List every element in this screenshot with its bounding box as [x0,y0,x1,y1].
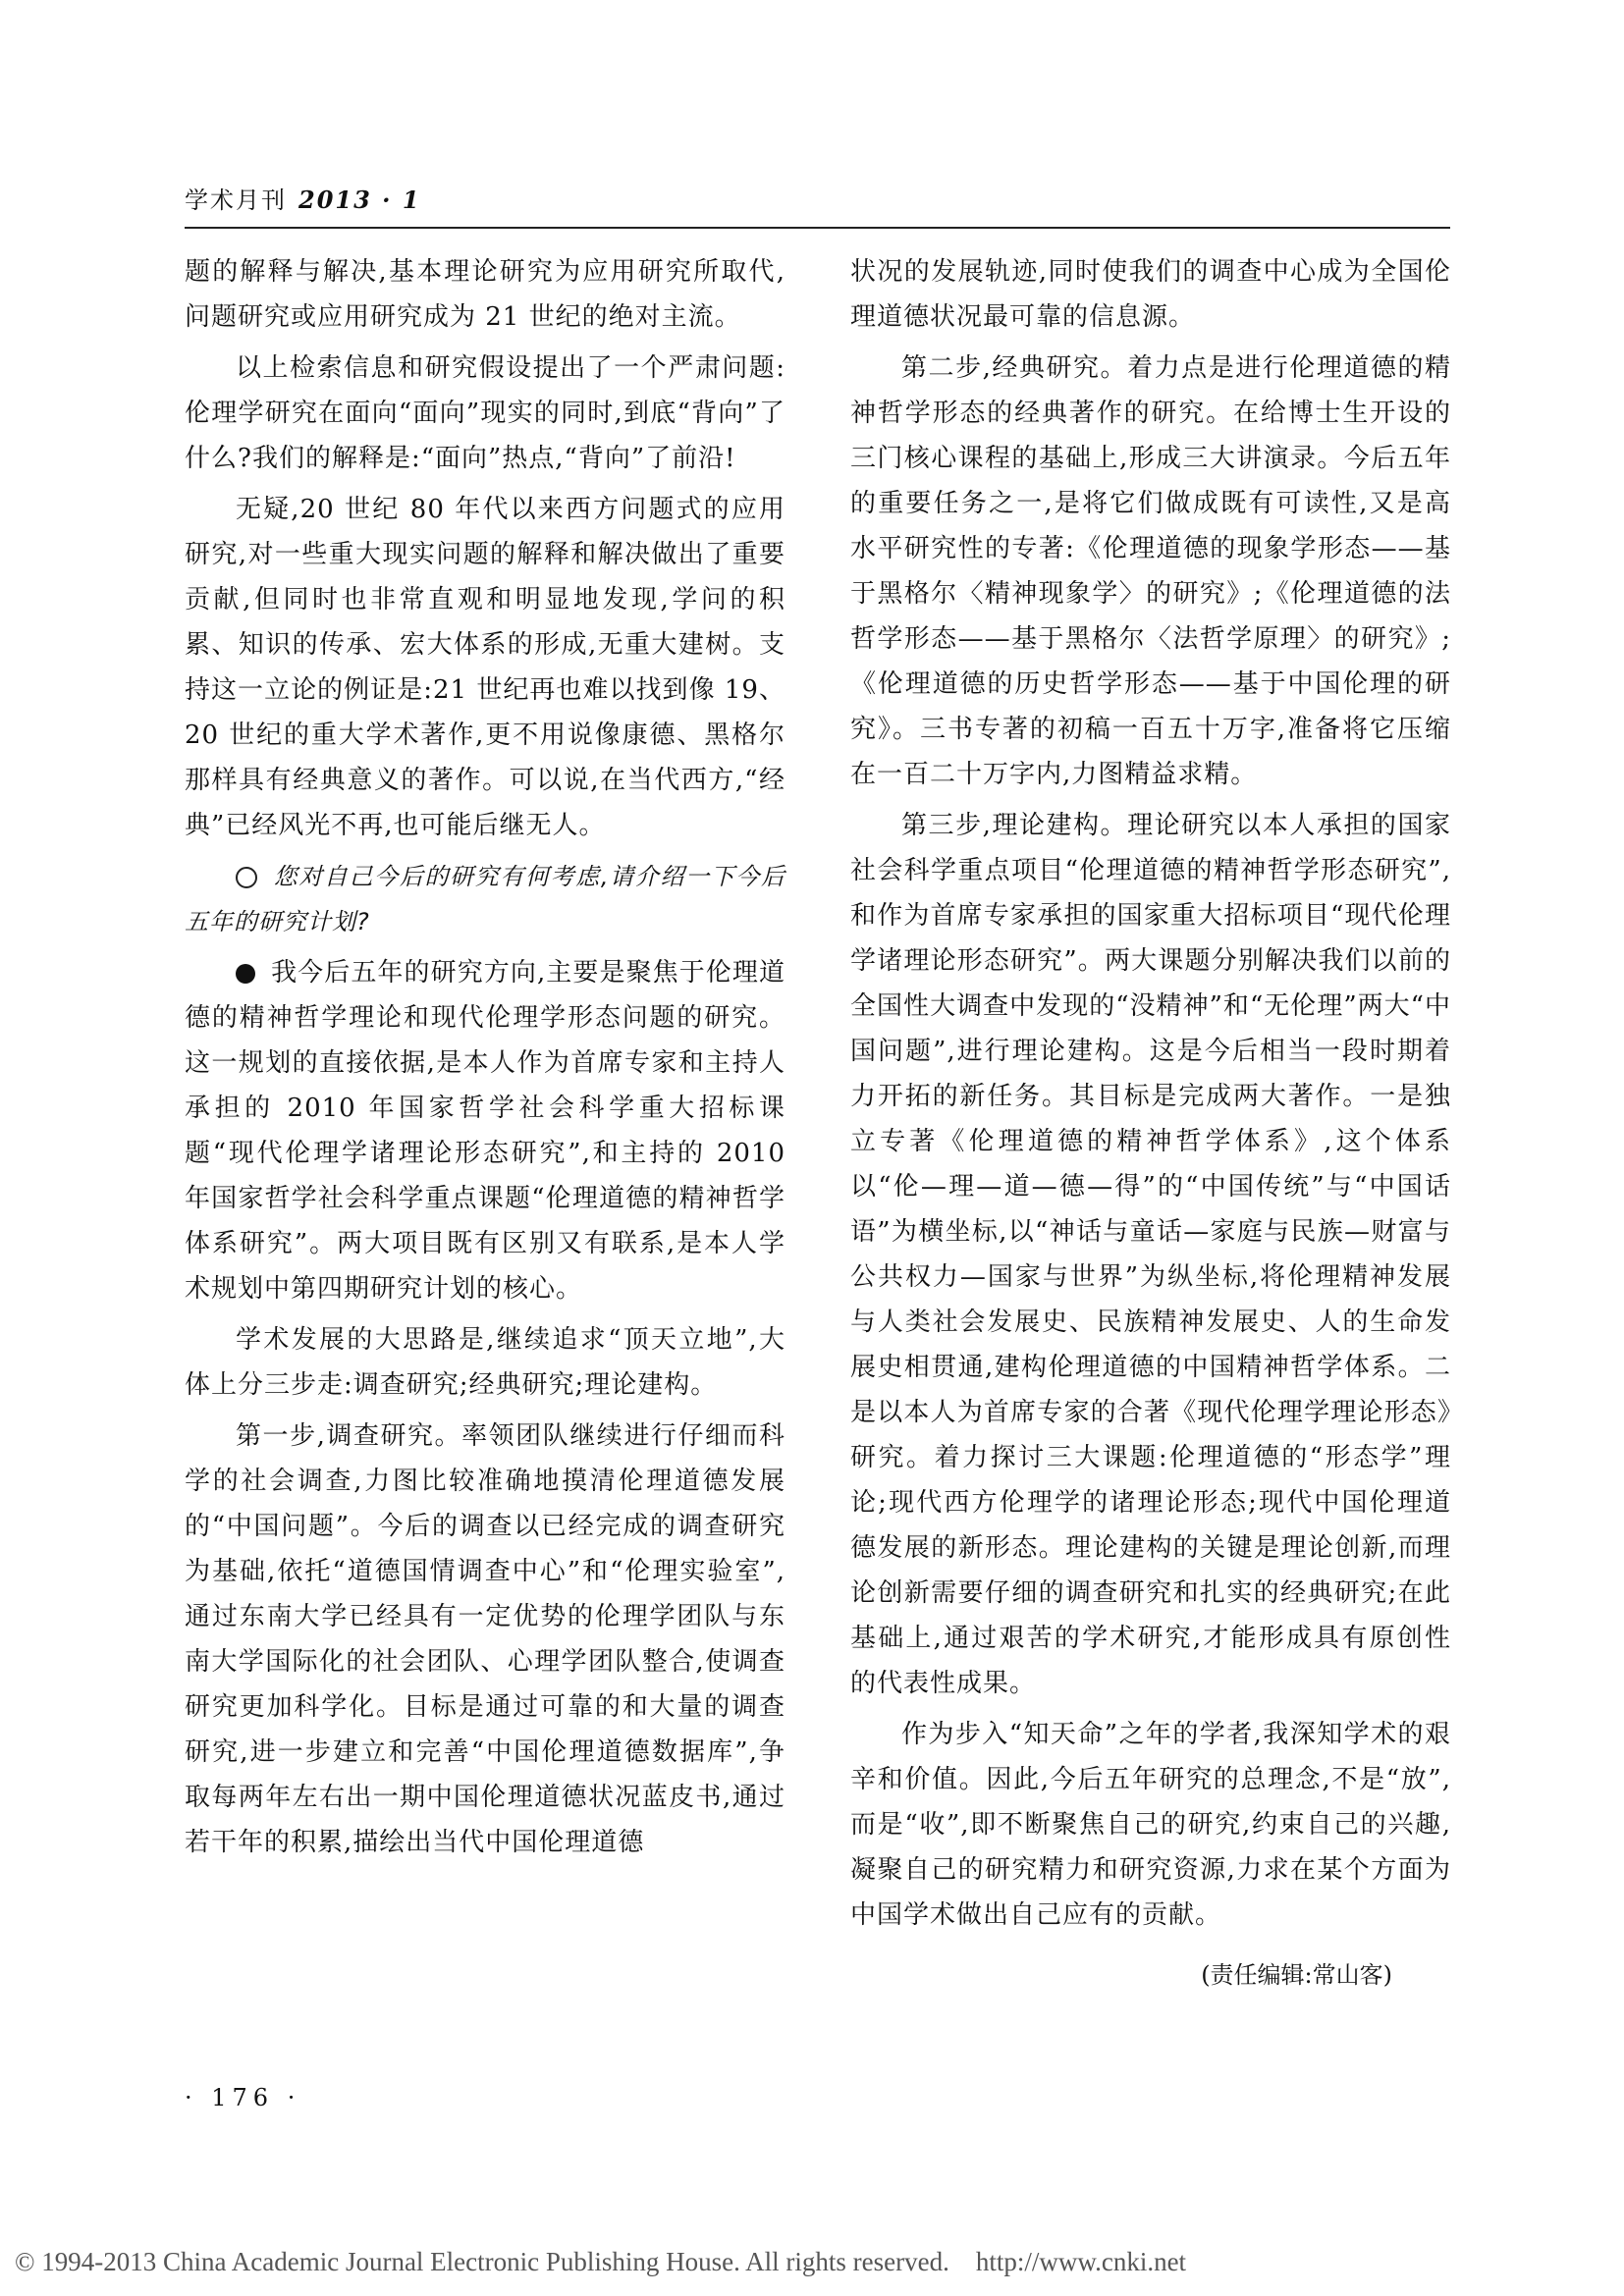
interview-question [185,854,785,944]
left-column [185,249,785,1871]
editor-credit: (责任编辑:常山客) [1201,1961,1392,1989]
paragraph: 学术发展的大思路是,继续追求“顶天立地”,大体上分三步走:调查研究;经典研究;理论建构。 [185,1325,785,1400]
page-number: · 176 · [185,2084,301,2111]
paragraph: 第一步,调查研究。率领团队继续进行仔细而科学的社会调查,力图比较准确地摸清伦理道德发展的“中国问题”。今后的调查以已经完成的调查研究为基础,依托“道德国情调查中心”和“伦理实验室”,通过东南大学已经具有一定优势的伦理学团队与东南大学国际化的社会团队、心理学团队整合,使调查研究更加科学化。目标是通过可靠的和大量的调查研究,进一步建立和完善“中国伦理道德数据库”,争取每两年左右出一期中国伦理道德状况蓝皮书,通过若干年的积累,描绘出当代中国伦理道德 [185,1421,785,1857]
journal-volume: 2013 · 1 [298,186,421,214]
right-column [850,249,1451,1995]
copyright-footer: © 1994-2013 China Academic Journal Electronic Publishing House. All rights reserved. http://www.cnki.net [15,2247,1187,2276]
journal-name: 学术月刊 [185,187,287,214]
filled-circle-icon [236,964,255,984]
interview-answer [185,950,785,1311]
paragraph: 状况的发展轨迹,同时使我们的调查中心成为全国伦理道德状况最可靠的信息源。 [850,257,1451,332]
paragraph: 作为步入“知天命”之年的学者,我深知学术的艰辛和价值。因此,今后五年研究的总理念,不是“放”,而是“收”,即不断聚焦自己的研究,约束自己的兴趣,凝聚自己的研究精力和研究资源,力求在某个方面为中国学术做出自己应有的贡献。 [850,1720,1451,1930]
header-rule [185,227,1450,229]
paragraph: 第三步,理论建构。理论研究以本人承担的国家社会科学重点项目“伦理道德的精神哲学形态研究”,和作为首席专家承担的国家重大招标项目“现代伦理学诸理论形态研究”。两大课题分别解决我们以前的全国性大调查中发现的“没精神”和“无伦理”两大“中国问题”,进行理论建构。这是今后相当一段时期着力开拓的新任务。其目标是完成两大著作。一是独立专著《伦理道德的精神哲学体系》,这个体系以“伦—理—道—德—得”的“中国传统”与“中国话语”为横坐标,以“神话与童话—家庭与民族—财富与公共权力—国家与世界”为纵坐标,将伦理精神发展与人类社会发展史、民族精神发展史、人的生命发展史相贯通,建构伦理道德的中国精神哲学体系。二是以本人为首席专家的合著《现代伦理学理论形态》研究。着力探讨三大课题:伦理道德的“形态学”理论;现代西方伦理学的诸理论形态;现代中国伦理道德发展的新形态。理论建构的关键是理论创新,而理论创新需要仔细的调查研究和扎实的经典研究;在此基础上,通过艰苦的学术研究,才能形成具有原创性的代表性成果。 [850,811,1451,1698]
running-header [185,181,421,215]
paragraph: 无疑,20 世纪 80 年代以来西方问题式的应用研究,对一些重大现实问题的解释和解决做出了重要贡献,但同时也非常直观和明显地发现,学问的积累、知识的传承、宏大体系的形成,无重大建树。支持这一立论的例证是:21 世纪再也难以找到像 19、20 世纪的重大学术著作,更不用说像康德、黑格尔那样具有经典意义的著作。可以说,在当代西方,“经典”已经风光不再,也可能后继无人。 [185,495,785,840]
answer-text: 我今后五年的研究方向,主要是聚焦于伦理道德的精神哲学理论和现代伦理学形态问题的研究。这一规划的直接依据,是本人作为首席专家和主持人承担的 2010 年国家哲学社会科学重大招标课题“现代伦理学诸理论形态研究”,和主持的 2010 年国家哲学社会科学重点课题“伦理道德的精神哲学体系研究”。两大项目既有区别又有联系,是本人学术规划中第四期研究计划的核心。 [185,958,785,1304]
question-text: 您对自己今后的研究有何考虑,请介绍一下今后五年的研究计划? [185,863,785,935]
paragraph: 第二步,经典研究。着力点是进行伦理道德的精神哲学形态的经典著作的研究。在给博士生开设的三门核心课程的基础上,形成三大讲演录。今后五年的重要任务之一,是将它们做成既有可读性,又是高水平研究性的专著:《伦理道德的现象学形态——基于黑格尔〈精神现象学〉的研究》;《伦理道德的法哲学形态——基于黑格尔〈法哲学原理〉的研究》;《伦理道德的历史哲学形态——基于中国伦理的研究》。三书专著的初稿一百五十万字,准备将它压缩在一百二十万字内,力图精益求精。 [850,353,1451,789]
paragraph: 以上检索信息和研究假设提出了一个严肃问题:伦理学研究在面向“面向”现实的同时,到底“背向”了什么?我们的解释是:“面向”热点,“背向”了前沿! [185,353,785,473]
paragraph: 题的解释与解决,基本理论研究为应用研究所取代,问题研究或应用研究成为 21 世纪的绝对主流。 [185,257,785,332]
open-circle-icon [236,867,257,888]
